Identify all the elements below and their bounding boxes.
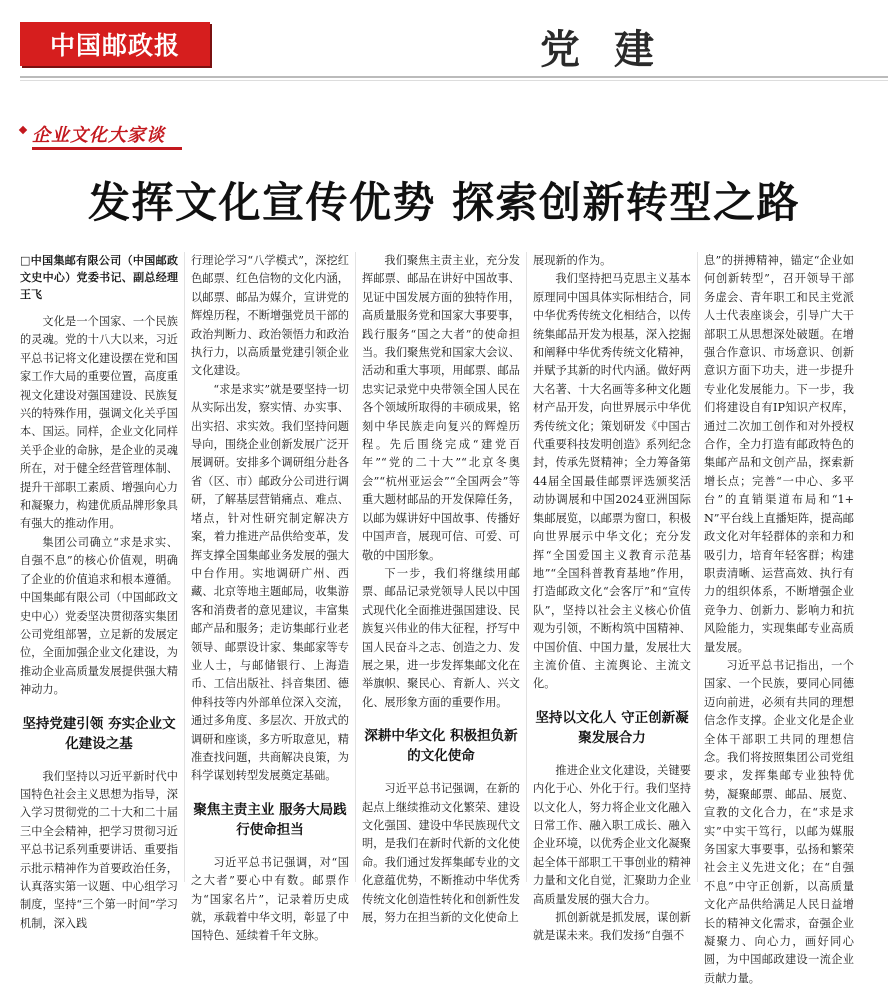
author-byline: □中国集邮有限公司（中国邮政文史中心）党委书记、副总经理 王飞 [20,254,178,301]
kicker-text: 企业文化大家谈 [32,125,165,146]
article-headline: 发挥文化宣传优势 探索创新转型之路 [87,178,801,227]
column-kicker [20,118,860,148]
kicker-diamond-icon [19,126,27,134]
masthead-rule [20,76,888,81]
section-subheading: 坚持党建引领 夯实企业文化建设之基 [22,715,176,752]
masthead-logo: 中国邮政报 [20,22,210,66]
paragraph: 息”的拼搏精神，锚定“企业如何创新转型”，召开领导干部务虚会、青年职工和民主党派人士代表座谈会，引导广大干部职工从思想深处破题。在增强合作意识、市场意识、创新意识方面下功夫，进一步提升专业化发展能力。下一步，我们将建设自有IP知识产权库，通过二次加工创作和对外授权合作，全力打造有邮政特色的集邮产品和文创产品，探索新增长点；完善“一中心、多平台”的直销渠道布局和“1+N”平台线上直播矩阵，提高邮政文化对年轻群体的亲和力和吸引力，培育年轻客群；构建职责清晰、运营高效、执行有力的组织体系，不断增强企业竞争力、创新力、影响力和抗风险能力，实现集邮专业高质量发展。 [704,254,854,654]
text-column-4 [533,252,691,943]
article-body [20,252,868,985]
column-separator [697,252,698,882]
paragraph: 习近平总书记指出，一个国家、一个民族，要同心同德迈向前进，必须有共同的理想信念作支撑。企业文化是企业全体干部职工共同的理想信念。我们将按照集团公司党组要求，发挥集邮专业独特优势，凝聚邮票、邮品、展览、宣教的文化合力，在“求是求实”中实干笃行，以邮为媒服务国家大事要事，弘扬和繁荣社会主义先进文化；在“自强不息”中守正创新，以高质量文化产品供给满足人民日益增长的精神文化需求，奋强企业凝聚力、向心力，画好同心圆，为中国邮政建设一流企业贡献力量。 [704,658,854,985]
section-subheading: 深耕中华文化 积极担负新的文化使命 [364,728,518,765]
paragraph: 展现新的作为。 [533,254,612,267]
paragraph: 抓创新就是抓发展，谋创新就是谋未来。我们发扬“自强不 [533,911,691,943]
paragraph: 我们坚持把马克思主义基本原理同中国具体实际相结合，同中华优秀传统文化相结合，以传统集邮品开发为根基，深入挖掘和阐释中华优秀传统文化精神，并赋予其新的时代内涵。做好两大名著、十大名画等多种文化题材产品开发，向世界展示中华优秀传统文化；策划研发《中国古代重要科技发明创造》系列纪念封，传承先贤精神；全力筹备第44届全国最佳邮票评选颁奖活动协调展和中国2024亚洲国际集邮展览，以邮票为窗口，积极向世界展示中华文化；充分发挥“全国爱国主义教育示范基地”“全国科普教育基地”作用，打造邮政文化“会客厅”和“宣传队”，坚持以社会主义核心价值观为引领，不断构筑中国精神、中国价值、中国力量，发展壮大主流价值、主流舆论、主流文化。 [533,272,691,691]
text-column-1 [20,252,178,930]
section-title: 党建 [540,26,688,73]
section-subheading: 聚焦主责主业 服务大局践行使命担当 [193,801,347,838]
text-column-2 [191,252,349,943]
paragraph: 我们坚持以习近平新时代中国特色社会主义思想为指导，深入学习贯彻党的二十大和二十届三中全会精神，把学习贯彻习近平总书记系列重要讲话、重要指示批示精神作为首要政治任务，认真落实第一议题、中心组学习制度，坚持“三个第一时间”学习机制，深入践 [20,769,178,930]
paragraph: 我们聚焦主责主业，充分发挥邮票、邮品在讲好中国故事、见证中国发展方面的独特作用，高质量服务党和国家大事要事，践行服务“国之大者”的使命担当。我们聚焦党和国家大会议、活动和重大事项，用邮票、邮品忠实记录党中央带领全国人民在各个领域所取得的丰硕成果，铭刻中华民族走向复兴的辉煌历程。先后围绕完成“建党百年”“党的二十大”“北京冬奥会”“杭州亚运会”“全国两会”等重大题材邮品的开发保障任务，以邮为媒讲好中国故事、传播好中国声音，展现可信、可爱、可敬的中国形象。 [362,254,520,562]
paragraph: 推进企业文化建设，关键要内化于心、外化于行。我们坚持以文化人，努力将企业文化融入日常工作、融入职工成长、融入企业环境，以优秀企业文化凝聚起全体干部职工干事创业的精神力量和文化自觉，汇聚助力企业高质量发展的强大合力。 [533,763,691,906]
paragraph: 下一步，我们将继续用邮票、邮品记录党领导人民以中国式现代化全面推进强国建设、民族复兴伟业的伟大征程，抒写中国人民奋斗之志、创造之力、发展之果，进一步发挥集邮文化在举旗帜、聚民心、育新人、兴文化、展形象方面的重要作用。 [362,566,520,709]
paragraph: 习近平总书记强调，对“国之大者”要心中有数。邮票作为“国家名片”，记录着历史成就，承载着中华文明，彰显了中国特色、延续着千年文脉。 [191,855,349,943]
kicker-underline [32,147,182,150]
paragraph: 文化是一个国家、一个民族的灵魂。党的十八大以来，习近平总书记将文化建设摆在党和国家工作大局的重要位置，高度重视文化建设对强国建设、民族复兴的特殊作用，强调文化关乎国本、国运。同样，企业文化同样关乎企业的命脉，是企业的灵魂所在，对于健全经营管理体制、提升干部职工素质、增强向心力和凝聚力，构建优质品牌形象具有强大的推动作用。 [20,315,178,531]
paragraph: “求是求实”就是要坚持一切从实际出发，察实情、办实事、出实招、求实效。我们坚持问题导向，围绕企业创新发展广泛开展调研。安排多个调研组分赴各省（区、市）邮政分公司进行调研，了解基层营销痛点、难点、堵点，针对性研究制定解决方案，着力推进产品供给变革，发挥支撑全国集邮业务发展的强大中台作用。实地调研广州、西藏、北京等地主题邮局，收集游客和消费者的意见建议，丰富集邮产品和服务；走访集邮行业老领导、邮票设计家、集邮家等专业人士，与邮储银行、上海造币、工信出版社、抖音集团、德伸科技等内外部单位深入交流，通过多角度、多层次、开放式的调研和座谈，多方听取意见，精准查找问题，共商解决良策，为科学谋划转型发展奠定基础。 [191,382,349,783]
text-column-5 [704,252,854,985]
column-separator [184,252,185,882]
column-separator [526,252,527,882]
paragraph: 习近平总书记强调，在新的起点上继续推动文化繁荣、建设文化强国、建设中华民族现代文明，是我们在新时代新的文化使命。我们通过发挥集邮专业的文化意蕴优势，不断推动中华优秀传统文化创造性转化和创新性发展，努力在担当新的文化使命上 [362,782,520,924]
paragraph: 集团公司确立“求是求实、自强不息”的核心价值观，明确了企业的价值追求和根本遵循。中国集邮有限公司（中国邮政文史中心）党委坚决贯彻落实集团公司党组部署，立足新的发展定位，全面加强企业文化建设，为推动企业高质量发展提供强大精神动力。 [20,535,178,697]
paragraph: 行理论学习“八学模式”，深挖红色邮票、红色信物的文化内涵，以邮票、邮品为媒介，宣讲党的辉煌历程，不断增强党员干部的政治判断力、政治领悟力和政治执行力，以高质量党建引领企业文化建设。 [191,254,349,378]
column-separator [355,252,356,882]
section-subheading: 坚持以文化人 守正创新凝聚发展合力 [535,709,689,746]
text-column-3 [362,252,520,924]
